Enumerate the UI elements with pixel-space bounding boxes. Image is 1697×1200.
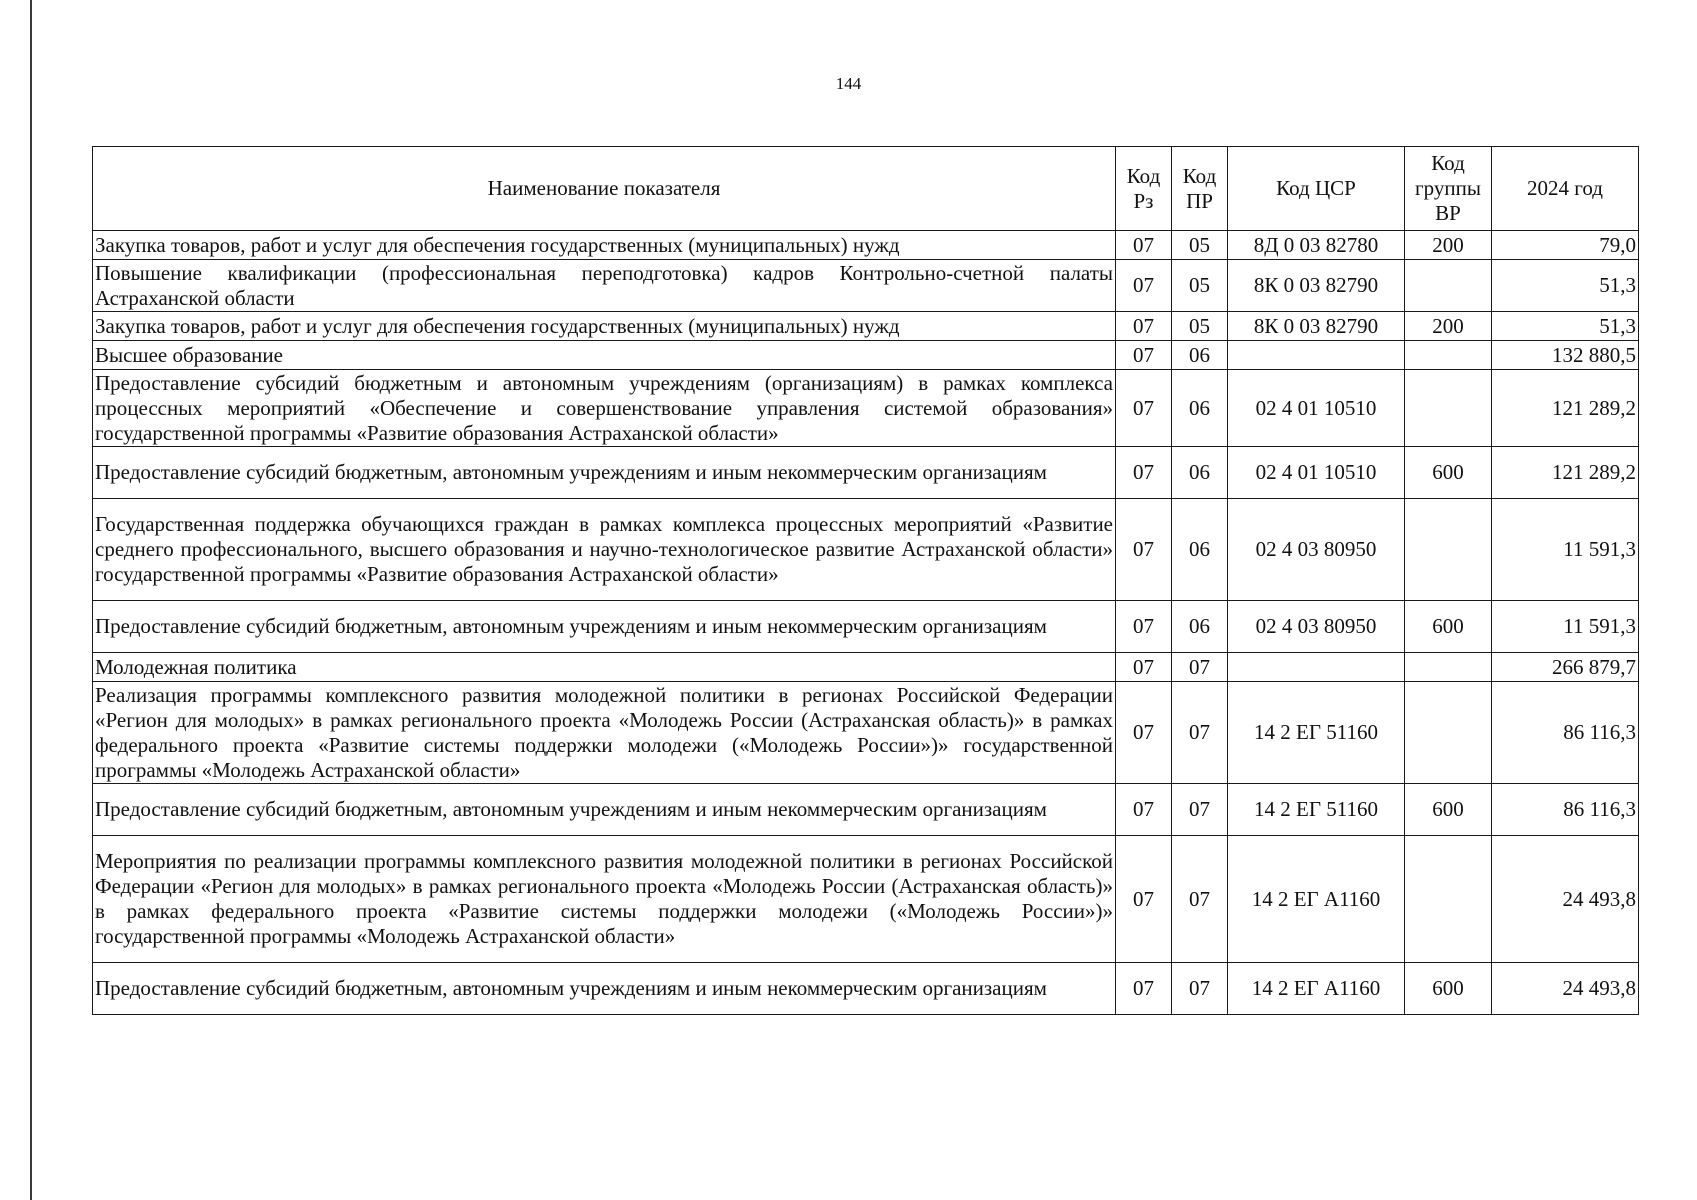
table-row [93, 784, 1639, 836]
table-row [93, 601, 1639, 653]
row-pr: 07 [1172, 653, 1228, 682]
header-rz: Код Рз [1116, 147, 1172, 231]
table-row [93, 499, 1639, 601]
row-vr: 200 [1405, 231, 1492, 260]
row-amount: 79,0 [1492, 231, 1639, 260]
row-name: Реализация программы комплексного развития молодежной политики в регионах Российской Федерации «Регион для молодых» в рамках регионального проекта «Молодежь России (Астраханская область)» в рамках федерального проекта «Развитие системы поддержки молодежи («Молодежь России»)» государственной программы «Молодежь Астраханской области» [93, 682, 1116, 784]
row-name: Повышение квалификации (профессиональная переподготовка) кадров Контрольно-счетной палаты Астраханской области [93, 260, 1116, 312]
row-rz: 07 [1116, 682, 1172, 784]
table-row [93, 836, 1639, 963]
table-row [93, 260, 1639, 312]
row-pr: 07 [1172, 836, 1228, 963]
row-vr [1405, 341, 1492, 370]
row-csr: 02 4 01 10510 [1228, 370, 1405, 447]
row-amount: 266 879,7 [1492, 653, 1639, 682]
row-amount: 121 289,2 [1492, 370, 1639, 447]
row-amount: 51,3 [1492, 260, 1639, 312]
row-csr [1228, 653, 1405, 682]
row-csr: 02 4 03 80950 [1228, 601, 1405, 653]
table-row [93, 370, 1639, 447]
row-pr: 06 [1172, 447, 1228, 499]
row-rz: 07 [1116, 601, 1172, 653]
row-vr [1405, 653, 1492, 682]
table-row [93, 447, 1639, 499]
row-vr [1405, 836, 1492, 963]
page-number: 144 [835, 74, 862, 93]
row-amount: 24 493,8 [1492, 836, 1639, 963]
row-csr: 14 2 ЕГ 51160 [1228, 784, 1405, 836]
row-rz: 07 [1116, 312, 1172, 341]
row-name: Предоставление субсидий бюджетным, автономным учреждениям и иным некоммерческим организациям [93, 601, 1116, 653]
row-rz: 07 [1116, 370, 1172, 447]
row-pr: 05 [1172, 260, 1228, 312]
header-pr: Код ПР [1172, 147, 1228, 231]
table-header-row [93, 147, 1639, 231]
header-vr: Код группы ВР [1405, 147, 1492, 231]
row-rz: 07 [1116, 260, 1172, 312]
row-pr: 06 [1172, 370, 1228, 447]
row-vr: 600 [1405, 784, 1492, 836]
row-vr: 200 [1405, 312, 1492, 341]
row-amount: 11 591,3 [1492, 601, 1639, 653]
scan-edge-line [30, 0, 32, 1200]
row-amount: 132 880,5 [1492, 341, 1639, 370]
row-pr: 06 [1172, 499, 1228, 601]
row-vr: 600 [1405, 963, 1492, 1015]
row-vr [1405, 499, 1492, 601]
row-name: Молодежная политика [93, 653, 1116, 682]
row-rz: 07 [1116, 653, 1172, 682]
row-rz: 07 [1116, 784, 1172, 836]
row-name: Высшее образование [93, 341, 1116, 370]
row-amount: 86 116,3 [1492, 784, 1639, 836]
row-name: Предоставление субсидий бюджетным и автономным учреждениям (организациям) в рамках комплекса процессных мероприятий «Обеспечение и совершенствование управления системой образования» государственной программы «Развитие образования Астраханской области» [93, 370, 1116, 447]
row-amount: 11 591,3 [1492, 499, 1639, 601]
row-name: Предоставление субсидий бюджетным, автономным учреждениям и иным некоммерческим организациям [93, 447, 1116, 499]
row-vr: 600 [1405, 601, 1492, 653]
budget-table [92, 146, 1639, 1015]
row-vr [1405, 260, 1492, 312]
row-csr: 14 2 ЕГ А1160 [1228, 963, 1405, 1015]
row-name: Предоставление субсидий бюджетным, автономным учреждениям и иным некоммерческим организациям [93, 784, 1116, 836]
table-row [93, 341, 1639, 370]
row-pr: 05 [1172, 231, 1228, 260]
table-row [93, 231, 1639, 260]
row-name: Государственная поддержка обучающихся граждан в рамках комплекса процессных мероприятий «Развитие среднего профессионального, высшего образования и научно-технологическое развитие Астраханской области» государственной программы «Развитие образования Астраханской области» [93, 499, 1116, 601]
row-amount: 51,3 [1492, 312, 1639, 341]
row-rz: 07 [1116, 963, 1172, 1015]
row-amount: 86 116,3 [1492, 682, 1639, 784]
row-name: Мероприятия по реализации программы комплексного развития молодежной политики в регионах Российской Федерации «Регион для молодых» в рамках регионального проекта «Молодежь России (Астраханская область)» в рамках федерального проекта «Развитие системы поддержки молодежи («Молодежь России»)» государственной программы «Молодежь Астраханской области» [93, 836, 1116, 963]
row-rz: 07 [1116, 836, 1172, 963]
row-pr: 06 [1172, 601, 1228, 653]
row-rz: 07 [1116, 499, 1172, 601]
header-name: Наименование показателя [93, 147, 1116, 231]
table-row [93, 963, 1639, 1015]
row-csr: 8Д 0 03 82780 [1228, 231, 1405, 260]
table-row [93, 653, 1639, 682]
row-name: Закупка товаров, работ и услуг для обеспечения государственных (муниципальных) нужд [93, 312, 1116, 341]
row-vr [1405, 370, 1492, 447]
row-pr: 07 [1172, 963, 1228, 1015]
table-row [93, 682, 1639, 784]
row-csr: 14 2 ЕГ 51160 [1228, 682, 1405, 784]
row-pr: 06 [1172, 341, 1228, 370]
row-csr: 02 4 01 10510 [1228, 447, 1405, 499]
row-rz: 07 [1116, 231, 1172, 260]
table-row [93, 312, 1639, 341]
row-name: Предоставление субсидий бюджетным, автономным учреждениям и иным некоммерческим организациям [93, 963, 1116, 1015]
row-rz: 07 [1116, 447, 1172, 499]
header-csr: Код ЦСР [1228, 147, 1405, 231]
row-amount: 121 289,2 [1492, 447, 1639, 499]
row-pr: 07 [1172, 682, 1228, 784]
row-csr: 14 2 ЕГ А1160 [1228, 836, 1405, 963]
row-csr: 8К 0 03 82790 [1228, 312, 1405, 341]
row-csr: 02 4 03 80950 [1228, 499, 1405, 601]
row-vr: 600 [1405, 447, 1492, 499]
row-pr: 05 [1172, 312, 1228, 341]
row-csr: 8К 0 03 82790 [1228, 260, 1405, 312]
row-csr [1228, 341, 1405, 370]
row-name: Закупка товаров, работ и услуг для обеспечения государственных (муниципальных) нужд [93, 231, 1116, 260]
row-amount: 24 493,8 [1492, 963, 1639, 1015]
header-year: 2024 год [1492, 147, 1639, 231]
row-pr: 07 [1172, 784, 1228, 836]
row-rz: 07 [1116, 341, 1172, 370]
row-vr [1405, 682, 1492, 784]
